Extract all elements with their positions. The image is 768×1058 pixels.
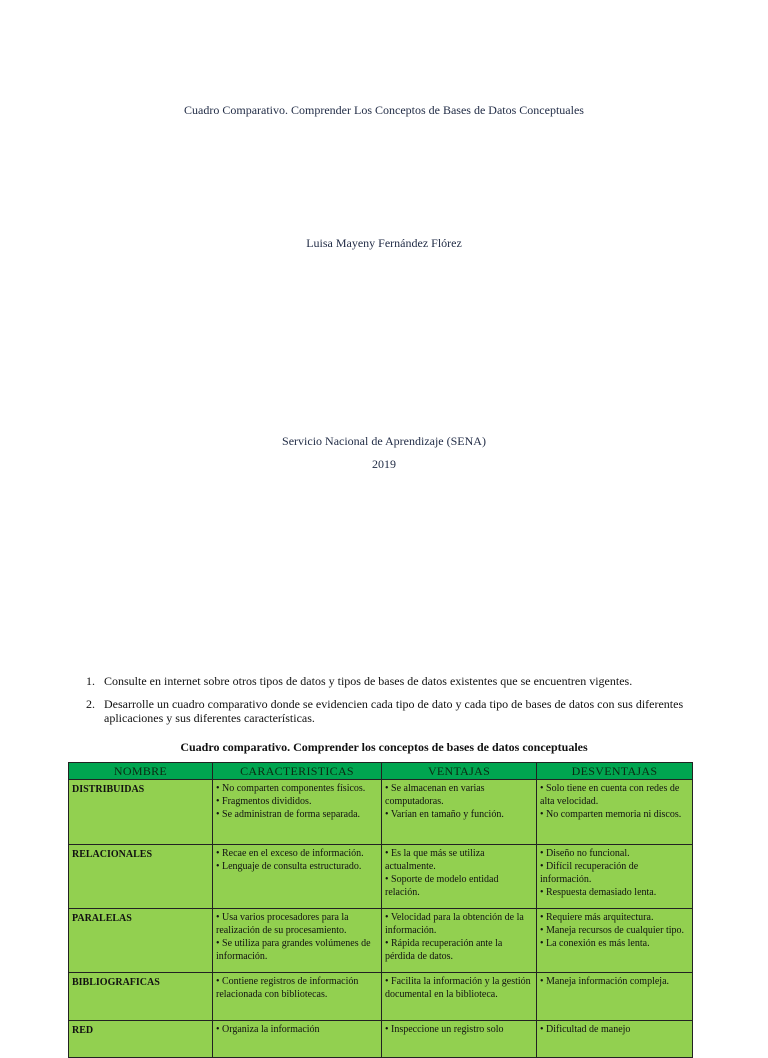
cell-ventajas (382, 780, 537, 845)
cell-caracteristicas (213, 780, 382, 845)
cell-caracteristicas (213, 973, 382, 1021)
cell-line: • Velocidad para la obtención de la información. (385, 912, 524, 936)
cell-line: • Usa varios procesadores para la realización de su procesamiento. (216, 912, 349, 936)
table-row (69, 973, 693, 1021)
row-name: BIBLIOGRAFICAS (69, 973, 213, 1021)
cell-ventajas (382, 1021, 537, 1058)
instruction-item (86, 697, 686, 725)
document-year: 2019 (372, 457, 396, 471)
cell-desventajas (537, 909, 693, 973)
instruction-item (86, 674, 686, 688)
header-nombre: NOMBRE (69, 763, 213, 780)
cell-desventajas (537, 780, 693, 845)
table-row (69, 909, 693, 973)
header-desventajas: DESVENTAJAS (537, 763, 693, 780)
cell-ventajas (382, 909, 537, 973)
cell-line: • Maneja información compleja. (540, 976, 670, 987)
table-row (69, 780, 693, 845)
cell-line: • Dificultad de manejo (540, 1024, 631, 1035)
table-header-row (69, 763, 693, 780)
institution-name: Servicio Nacional de Aprendizaje (SENA) (282, 434, 486, 448)
instructions-list (86, 674, 686, 725)
cell-line: • Contiene registros de información relacionada con bibliotecas. (216, 976, 359, 1000)
table-row (69, 845, 693, 909)
cell-caracteristicas (213, 909, 382, 973)
cell-line: • Varían en tamaño y función. (385, 809, 504, 820)
header-ventajas: VENTAJAS (382, 763, 537, 780)
instruction-number: 1. (86, 674, 95, 688)
cell-line: • Recae en el exceso de información. (216, 848, 364, 859)
cell-ventajas (382, 845, 537, 909)
cell-line: • Facilita la información y la gestión documental en la biblioteca. (385, 976, 531, 1000)
row-name: PARALELAS (69, 909, 213, 973)
row-name: DISTRIBUIDAS (69, 780, 213, 845)
cell-line: • No comparten memoria ni discos. (540, 809, 682, 820)
row-name: RED (69, 1021, 213, 1058)
cell-line: • Es la que más se utiliza actualmente. (385, 848, 485, 872)
cell-caracteristicas (213, 1021, 382, 1058)
row-name: RELACIONALES (69, 845, 213, 909)
cell-line: • Se administran de forma separada. (216, 809, 361, 820)
cell-line: • Soporte de modelo entidad relación. (385, 874, 499, 898)
cell-line: • Organiza la información (216, 1024, 320, 1035)
cell-line: • Solo tiene en cuenta con redes de alta velocidad. (540, 783, 680, 807)
cell-line: • La conexión es más lenta. (540, 938, 650, 949)
cell-desventajas (537, 845, 693, 909)
table-title: Cuadro comparativo. Comprender los conceptos de bases de datos conceptuales (180, 740, 588, 754)
instruction-number: 2. (86, 697, 95, 711)
instruction-text: Desarrolle un cuadro comparativo donde se evidencien cada tipo de dato y cada tipo de bases de datos con sus diferentes aplicaciones y sus diferentes características. (104, 697, 684, 725)
cell-caracteristicas (213, 845, 382, 909)
header-caracteristicas: CARACTERISTICAS (213, 763, 382, 780)
cell-line: • Requiere más arquitectura. (540, 912, 654, 923)
author-name: Luisa Mayeny Fernández Flórez (306, 236, 462, 250)
cell-line: • Se almacenan en varias computadoras. (385, 783, 485, 807)
document-title: Cuadro Comparativo. Comprender Los Conceptos de Bases de Datos Conceptuales (184, 103, 584, 117)
cell-line: • Se utiliza para grandes volúmenes de información. (216, 938, 371, 962)
cell-line: • Diseño no funcional. (540, 848, 630, 859)
comparison-table (68, 762, 693, 1058)
cell-desventajas (537, 973, 693, 1021)
cell-line: • No comparten componentes físicos. (216, 783, 366, 794)
cell-line: • Fragmentos divididos. (216, 796, 312, 807)
cell-line: • Difícil recuperación de información. (540, 861, 639, 885)
cell-line: • Maneja recursos de cualquier tipo. (540, 925, 685, 936)
cell-line: • Rápida recuperación ante la pérdida de datos. (385, 938, 503, 962)
cell-desventajas (537, 1021, 693, 1058)
table-row (69, 1021, 693, 1058)
instruction-text: Consulte en internet sobre otros tipos de datos y tipos de bases de datos existentes que se encuentren vigentes. (104, 674, 633, 688)
cell-line: • Lenguaje de consulta estructurado. (216, 861, 362, 872)
cell-line: • Inspeccione un registro solo (385, 1024, 504, 1035)
cell-ventajas (382, 973, 537, 1021)
cell-line: • Respuesta demasiado lenta. (540, 887, 657, 898)
